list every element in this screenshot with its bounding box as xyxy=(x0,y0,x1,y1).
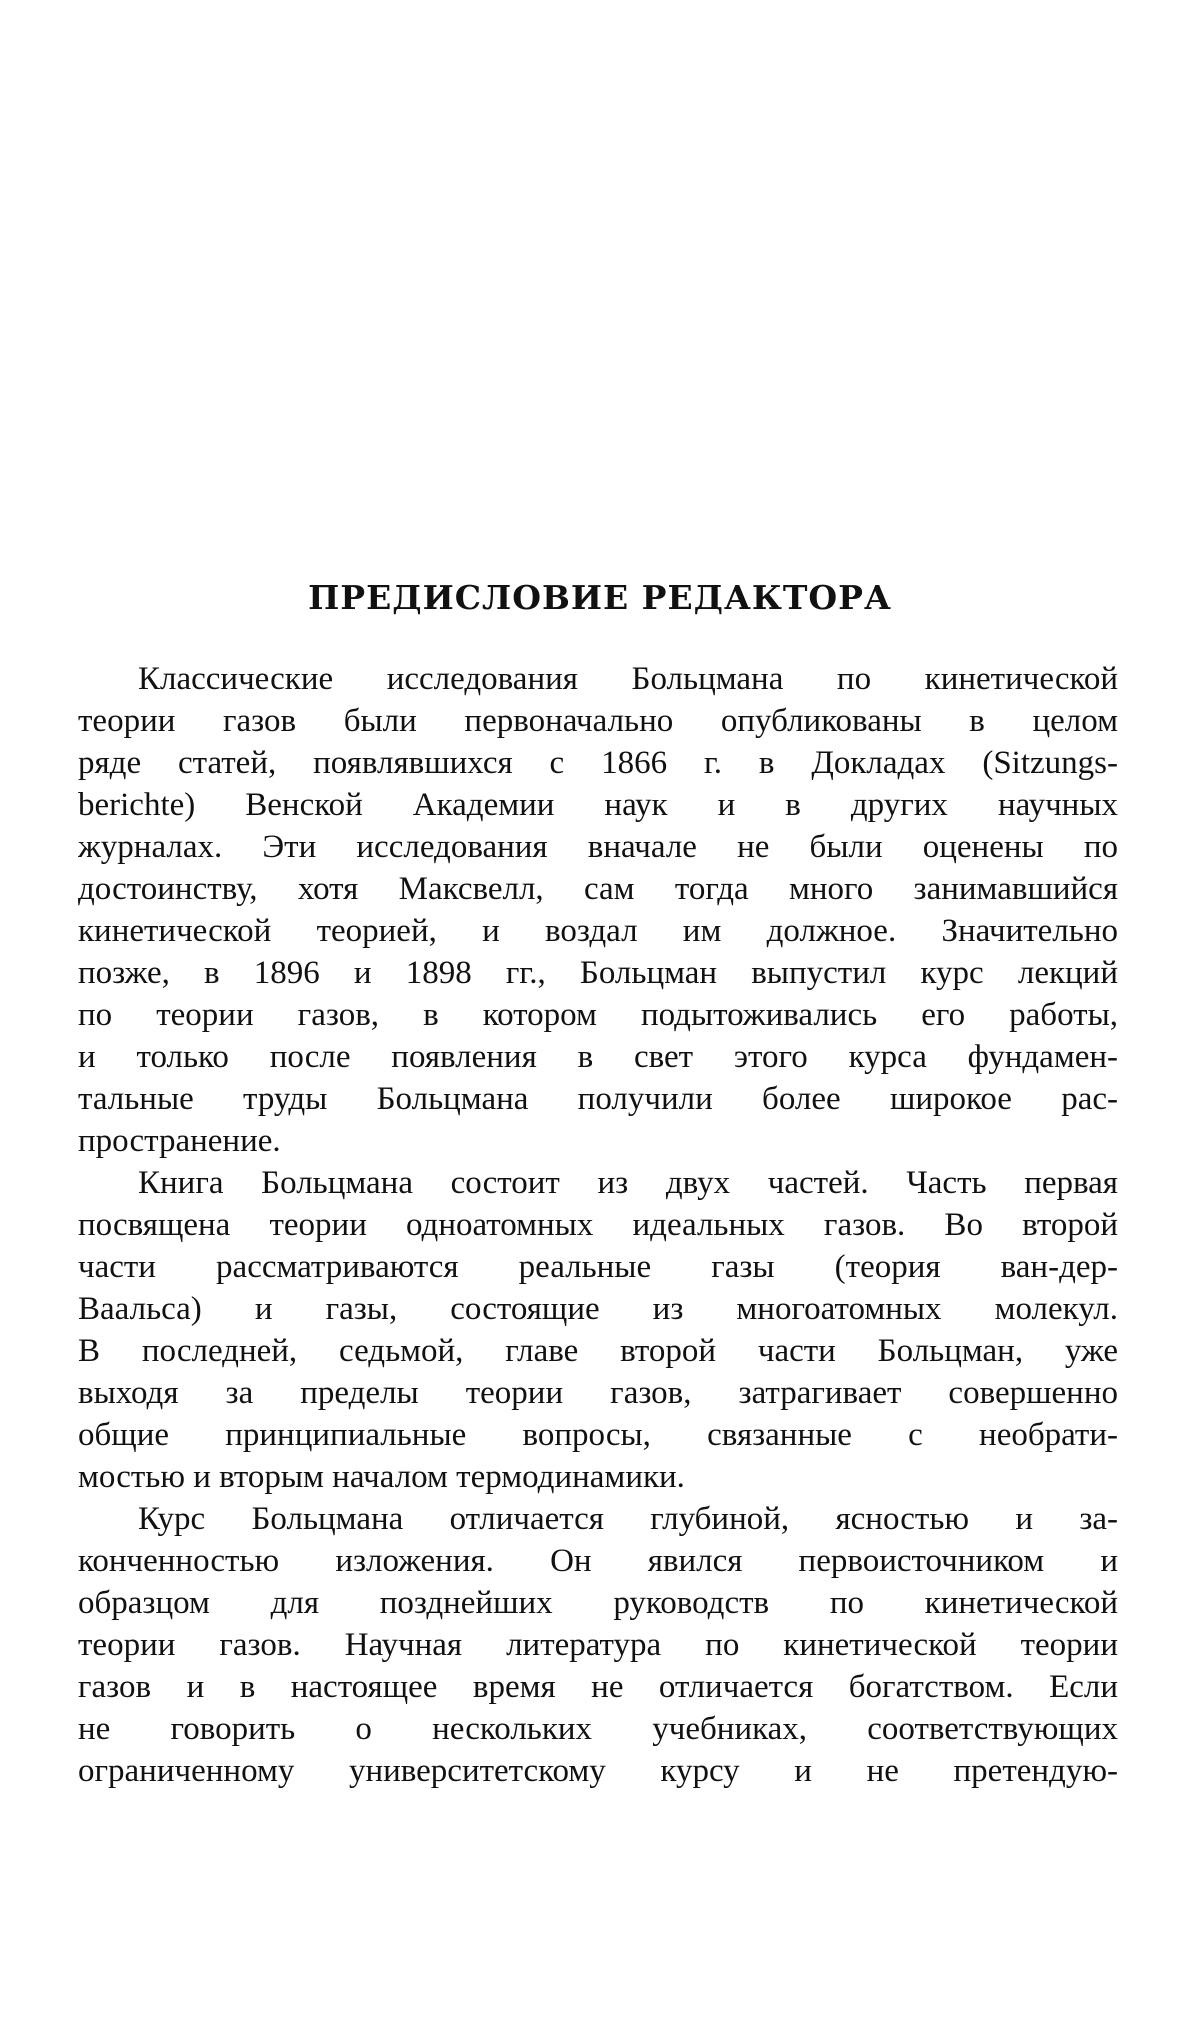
text-line: В последней, седьмой, главе второй части Больцман, уже xyxy=(78,1333,1118,1369)
text-line: журналах. Эти исследования вначале не были оценены по xyxy=(78,829,1118,865)
body-text xyxy=(78,658,1118,1792)
text-line: посвящена теории одноатомных идеальных газов. Во второй xyxy=(78,1207,1118,1243)
text-line: и только после появления в свет этого курса фундамен- xyxy=(78,1039,1118,1075)
paragraph-2 xyxy=(78,1162,1118,1498)
text-line: Классические исследования Больцмана по кинетической xyxy=(138,661,1118,697)
paragraph-3 xyxy=(78,1498,1118,1792)
text-line: не говорить о нескольких учебниках, соответствующих xyxy=(78,1711,1118,1747)
text-line: Ваальса) и газы, состоящие из многоатомных молекул. xyxy=(78,1291,1118,1327)
text-line: позже, в 1896 и 1898 гг., Больцман выпустил курс лекций xyxy=(78,955,1118,991)
text-line: конченностью изложения. Он явился первоисточником и xyxy=(78,1543,1118,1579)
text-line: выходя за пределы теории газов, затрагивает совершенно xyxy=(78,1375,1118,1411)
paragraph-1 xyxy=(78,658,1118,1162)
text-line: Книга Больцмана состоит из двух частей. Часть первая xyxy=(138,1165,1118,1201)
text-line: общие принципиальные вопросы, связанные с необрати- xyxy=(78,1417,1118,1453)
text-line: пространение. xyxy=(78,1123,281,1159)
text-line: теории газов. Научная литература по кинетической теории xyxy=(78,1627,1118,1663)
text-line: Курс Больцмана отличается глубиной, ясностью и за- xyxy=(138,1501,1118,1537)
text-line: по теории газов, в котором подытоживались его работы, xyxy=(78,997,1118,1033)
text-line: достоинству, хотя Максвелл, сам тогда много занимавшийся xyxy=(78,871,1118,907)
page-title: ПРЕДИСЛОВИЕ РЕДАКТОРА xyxy=(308,578,892,617)
text-line: образцом для позднейших руководств по кинетической xyxy=(78,1585,1118,1621)
text-line: ограниченному университетскому курсу и не претендую- xyxy=(78,1753,1118,1789)
text-line: berichte) Венской Академии наук и в других научных xyxy=(78,787,1118,823)
text-line: мостью и вторым началом термодинамики. xyxy=(78,1459,685,1495)
text-line: тальные труды Больцмана получили более широкое рас- xyxy=(78,1081,1118,1117)
text-line: ряде статей, появлявшихся с 1866 г. в Докладах (Sitzungs- xyxy=(78,745,1118,781)
text-line: теории газов были первоначально опубликованы в целом xyxy=(78,703,1118,739)
text-line: части рассматриваются реальные газы (теория ван-дер- xyxy=(78,1249,1118,1285)
text-line: кинетической теорией, и воздал им должное. Значительно xyxy=(78,913,1118,949)
text-line: газов и в настоящее время не отличается богатством. Если xyxy=(78,1669,1118,1705)
